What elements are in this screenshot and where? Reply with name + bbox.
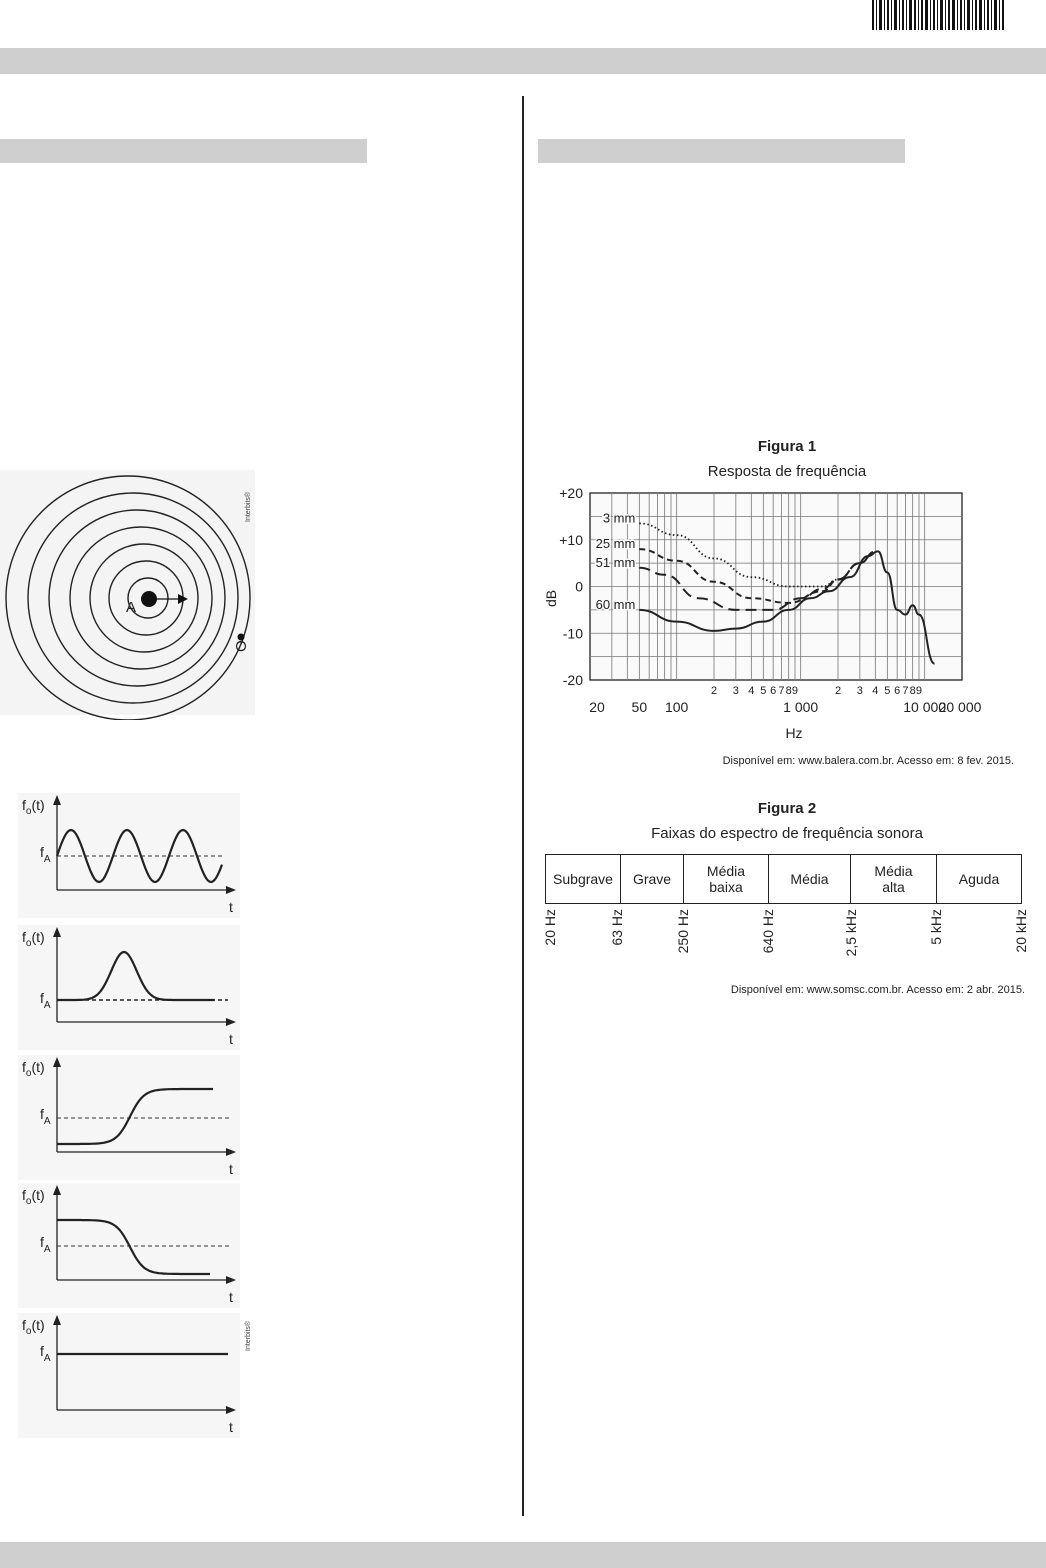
figure2-header xyxy=(528,793,1046,851)
boundary-label: 63 Hz xyxy=(609,909,625,946)
figure2-boundaries xyxy=(528,904,1046,1000)
chart-minor-tick-label: 7 xyxy=(902,685,909,697)
chart-ytick-label: 0 xyxy=(575,578,583,595)
wavefront-background xyxy=(0,470,255,715)
graph-reference-label: $f_A$ xyxy=(40,1234,51,1255)
figure1 xyxy=(528,430,1046,775)
chart-title: Resposta de frequência xyxy=(707,463,867,480)
boundary-label: 2,5 kHz xyxy=(843,909,859,957)
band-label: Aguda xyxy=(958,871,1000,887)
figure2-source: Disponível em: www.somsc.com.br. Acesso em: 2 abr. 2015. xyxy=(730,984,1025,996)
series-label: 60 mm xyxy=(595,596,636,612)
graph-ylabel: $f_o(t)$ xyxy=(22,797,45,817)
graph-reference-label: $f_A$ xyxy=(40,1343,51,1364)
graph-ylabel: $f_o(t)$ xyxy=(22,1187,45,1207)
chart-xlabel: Hz xyxy=(785,725,803,741)
observer-point xyxy=(238,634,245,641)
boundary-labels xyxy=(542,909,1029,956)
chart-xtick-label: 1 000 xyxy=(783,699,819,715)
chart-minor-tick-label: 5 xyxy=(760,685,767,697)
chart-minor-tick-label: 3 xyxy=(856,685,863,697)
chart-minor-tick-label: 8 xyxy=(785,685,792,697)
band-label: Média xyxy=(790,871,829,887)
chart-xtick-label: 20 xyxy=(589,699,605,715)
chart-minor-tick-label: 4 xyxy=(872,685,879,697)
chart-minor-tick-label: 2 xyxy=(834,685,842,697)
band-label-line2: alta xyxy=(882,879,905,895)
graph-reference-label: $f_A$ xyxy=(40,1106,51,1127)
chart-ylabel: dB xyxy=(543,589,559,607)
figure2-title: Figura 2 xyxy=(757,800,817,817)
chart-minor-tick-label: 2 xyxy=(710,685,718,697)
graph-ylabel: $f_o(t)$ xyxy=(22,1059,45,1079)
top-gray-bar xyxy=(0,48,1046,74)
watermark-text: Interbits® xyxy=(245,1320,252,1351)
graph-4 xyxy=(0,1183,260,1308)
column-divider xyxy=(522,96,524,1516)
graph-reference-label: $f_A$ xyxy=(40,990,51,1011)
band-label: Média xyxy=(706,863,746,879)
left-question-header-bar xyxy=(0,139,367,163)
band-cell xyxy=(769,855,851,904)
band-label: Subgrave xyxy=(553,871,613,887)
graph-ylabel: $f_o(t)$ xyxy=(22,1317,45,1337)
chart-ytick-label: -20 xyxy=(562,672,583,688)
observer-label: O xyxy=(233,640,250,652)
chart-minor-tick-label: 5 xyxy=(884,685,891,697)
graph-xlabel: t xyxy=(229,1419,233,1435)
chart-minor-tick-label: 7 xyxy=(778,685,785,697)
chart-ytick-label: -10 xyxy=(562,625,583,642)
band-cell xyxy=(621,855,684,904)
chart-minor-tick-label: 3 xyxy=(732,685,739,697)
figure1-title: Figura 1 xyxy=(757,438,817,455)
chart-minor-tick-label: 4 xyxy=(748,685,755,697)
chart-ytick-label: +20 xyxy=(559,485,583,501)
band-cell xyxy=(546,855,621,904)
wavefront-figure xyxy=(0,470,260,720)
chart-grid xyxy=(590,493,962,680)
band-cell xyxy=(684,855,769,904)
graph-background xyxy=(18,1313,240,1438)
chart-xtick-label: 100 xyxy=(664,699,689,715)
graph-reference-label: $f_A$ xyxy=(40,844,51,865)
boundary-label: 20 kHz xyxy=(1013,909,1029,953)
boundary-label: 20 Hz xyxy=(542,909,558,946)
band-cell xyxy=(937,855,1022,904)
chart-minor-tick-label: 9 xyxy=(915,685,923,697)
barcode xyxy=(870,0,1008,30)
watermark-text: Interbits® xyxy=(245,491,252,522)
chart-minor-tick-label: 8 xyxy=(909,685,916,697)
graph-1 xyxy=(0,793,260,918)
chart-ytick-label: +10 xyxy=(559,531,583,548)
series-label: 25 mm xyxy=(595,536,636,552)
graph-3 xyxy=(0,1055,260,1180)
chart-minor-tick-label: 6 xyxy=(894,685,901,697)
chart-xtick-label: 10 000 xyxy=(903,699,947,715)
figure2-subtitle: Faixas do espectro de frequência sonora xyxy=(651,825,923,842)
graph-xlabel: t xyxy=(229,899,233,915)
frequency-bands-row xyxy=(546,855,1022,904)
graph-5 xyxy=(0,1313,260,1438)
graph-background xyxy=(18,925,240,1050)
graph-xlabel: t xyxy=(229,1161,233,1177)
frequency-bands-table xyxy=(545,854,1022,904)
graph-xlabel: t xyxy=(229,1031,233,1047)
right-question-header-bar xyxy=(538,139,905,163)
boundary-label: 640 Hz xyxy=(760,909,776,954)
figure1-source: Disponível em: www.balera.com.br. Acesso em: 8 fev. 2015. xyxy=(722,755,1014,767)
series-label: 51 mm xyxy=(595,554,636,570)
band-cell xyxy=(851,855,937,904)
series-label: 3 mm xyxy=(602,510,636,526)
band-label-line2: baixa xyxy=(709,879,743,895)
boundary-label: 5 kHz xyxy=(928,909,944,945)
chart-minor-tick-label: 6 xyxy=(770,685,777,697)
band-label: Grave xyxy=(632,871,672,887)
graph-xlabel: t xyxy=(229,1289,233,1305)
chart-minor-tick-label: 9 xyxy=(791,685,799,697)
source-label: A xyxy=(126,599,137,616)
chart-xtick-label: 50 xyxy=(631,699,648,715)
band-label: Média xyxy=(874,863,913,879)
graph-ylabel: $f_o(t)$ xyxy=(22,929,45,949)
bottom-gray-bar xyxy=(0,1542,1046,1568)
boundary-label: 250 Hz xyxy=(675,909,691,954)
chart-xtick-label: 20 000 xyxy=(938,699,982,715)
graph-2 xyxy=(0,925,260,1050)
